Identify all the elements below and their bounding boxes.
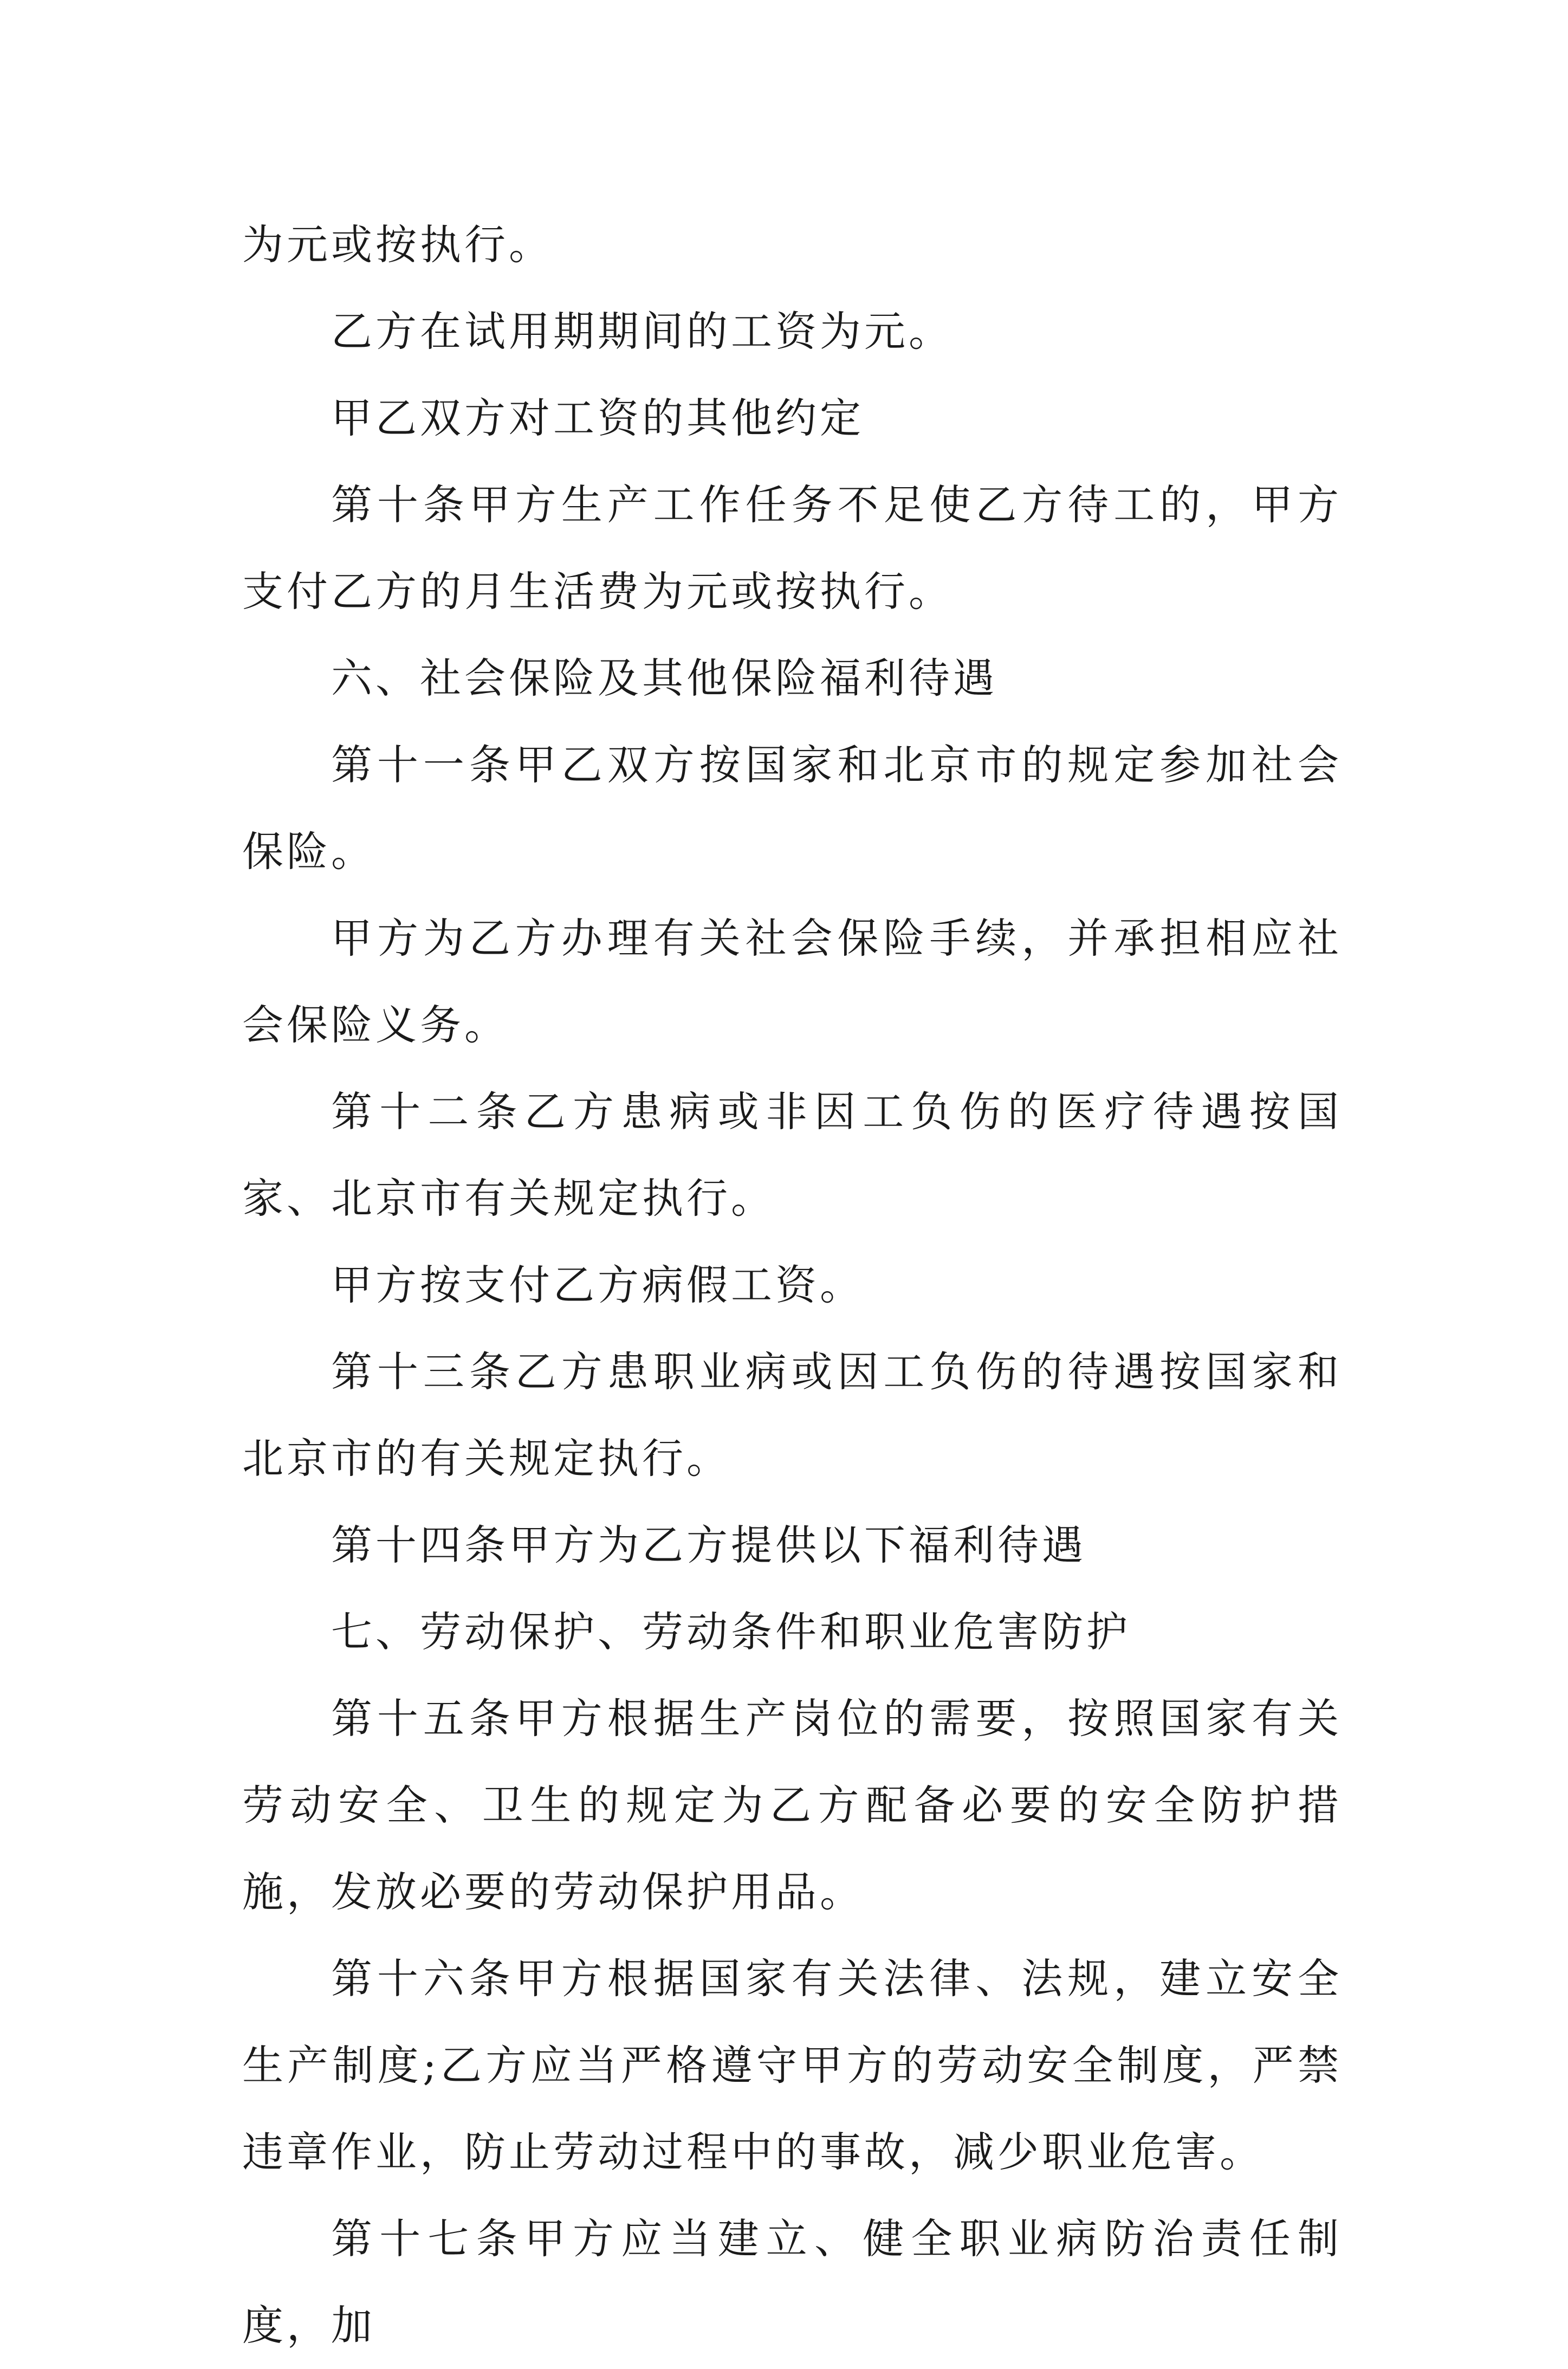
paragraph-14: 第十六条甲方根据国家有关法律、法规，建立安全生产制度;乙方应当严格遵守甲方的劳动安全制度，严禁违章作业，防止劳动过程中的事故，减少职业危害。 xyxy=(242,1954,1342,2176)
paragraph-3: 甲乙双方对工资的其他约定 xyxy=(331,394,864,442)
paragraph-13: 第十五条甲方根据生产岗位的需要，按照国家有关劳动安全、卫生的规定为乙方配备必要的安全防护措施，发放必要的劳动保护用品。 xyxy=(242,1694,1342,1916)
paragraph-6: 第十一条甲乙双方按国家和北京市的规定参加社会保险。 xyxy=(242,741,1342,876)
paragraph-8: 第十二条乙方患病或非因工负伤的医疗待遇按国家、北京市有关规定执行。 xyxy=(242,1088,1342,1222)
paragraph-15: 第十七条甲方应当建立、健全职业病防治责任制度，加 xyxy=(242,2215,1342,2349)
paragraph-10: 第十三条乙方患职业病或因工负伤的待遇按国家和北京市的有关规定执行。 xyxy=(242,1348,1342,1483)
section-heading-6: 六、社会保险及其他保险福利待遇 xyxy=(331,654,997,702)
paragraph-4: 第十条甲方生产工作任务不足使乙方待工的，甲方支付乙方的月生活费为元或按执行。 xyxy=(242,481,1342,616)
paragraph-2: 乙方在试用期期间的工资为元。 xyxy=(331,307,953,355)
paragraph-7: 甲方为乙方办理有关社会保险手续，并承担相应社会保险义务。 xyxy=(242,914,1342,1049)
document-body xyxy=(242,202,1342,2369)
paragraph-11: 第十四条甲方为乙方提供以下福利待遇 xyxy=(331,1521,1086,1569)
section-heading-7: 七、劳动保护、劳动条件和职业危害防护 xyxy=(331,1608,1131,1656)
paragraph-9: 甲方按支付乙方病假工资。 xyxy=(331,1261,864,1309)
paragraph-1: 为元或按执行。 xyxy=(242,221,553,269)
